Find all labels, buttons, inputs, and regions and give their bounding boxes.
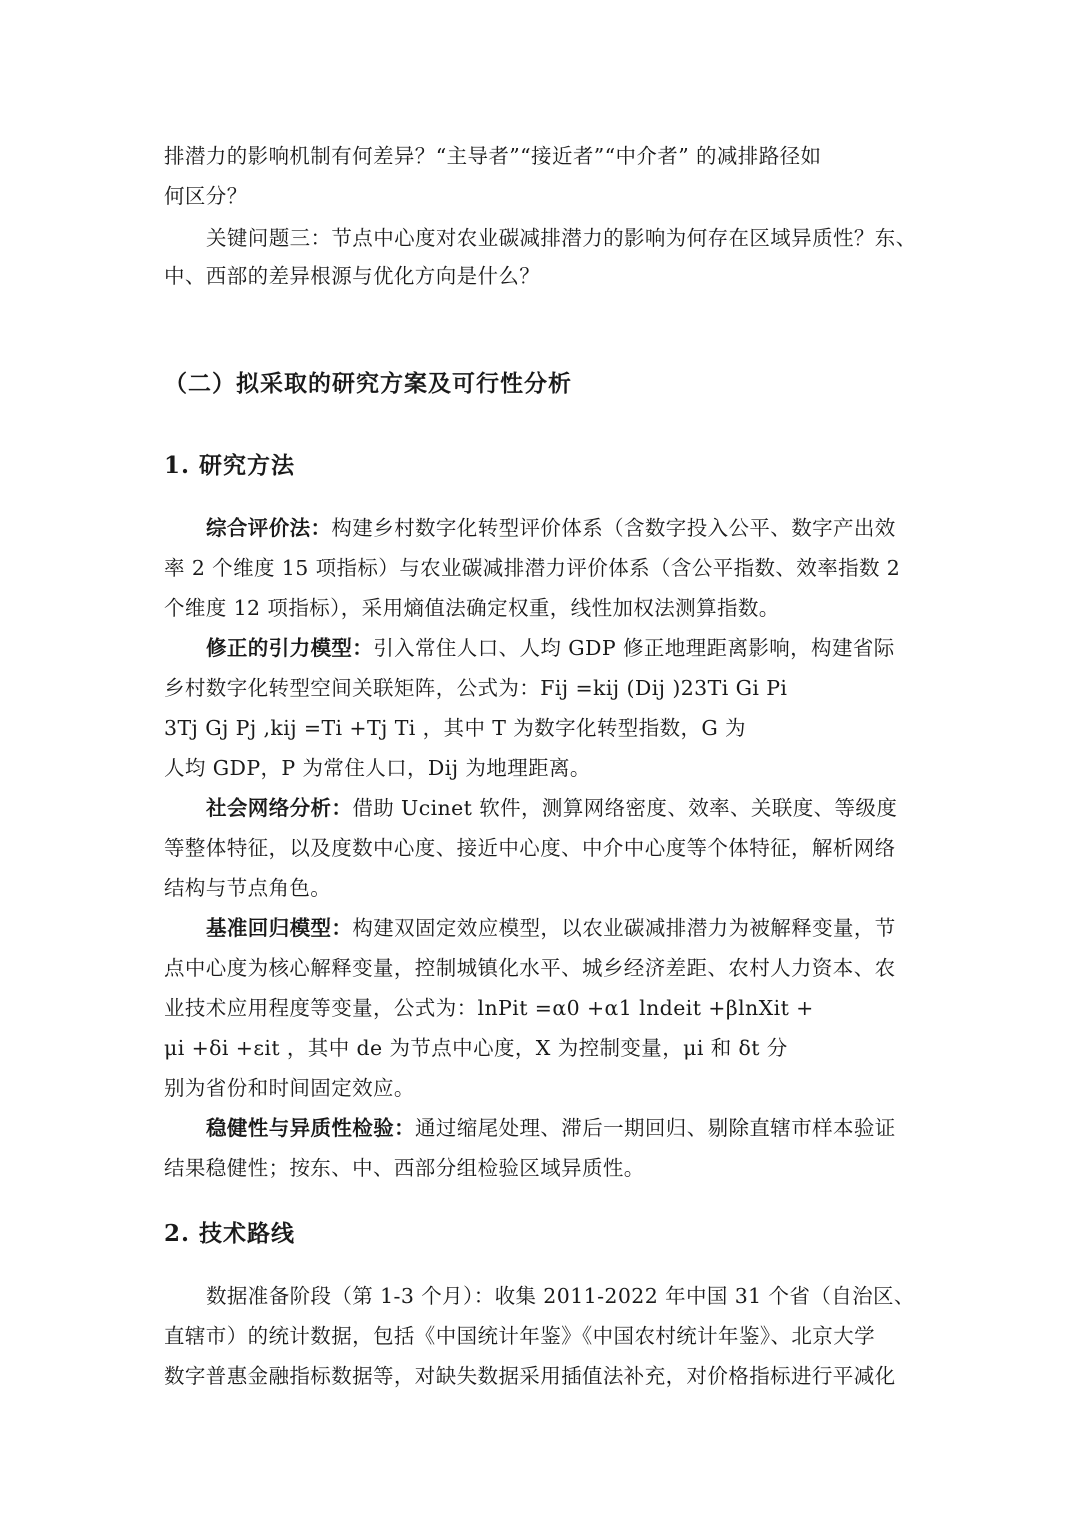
paragraph-line: 等整体特征，以及度数中心度、接近中心度、中介中心度等个体特征，解析网络 <box>164 836 896 860</box>
text-line: 排潜力的影响机制有何差异？“主导者”“接近者”“中介者” 的减排路径如 <box>164 144 822 168</box>
method-term: 社会网络分析： <box>206 796 353 820</box>
method-term: 稳健性与异质性检验： <box>206 1116 415 1140</box>
paragraph-line: 乡村数字化转型空间关联矩阵，公式为：Fij =kij (Dij )23Ti Gi Pi <box>164 676 788 700</box>
paragraph-line: 结构与节点角色。 <box>164 876 332 900</box>
method-text: 构建双固定效应模型，以农业碳减排潜力为被解释变量，节 <box>352 916 896 940</box>
method-term: 修正的引力模型： <box>206 636 374 660</box>
paragraph-line: 率 2 个维度 15 项指标）与农业碳减排潜力评价体系（含公平指数、效率指数 2 <box>164 556 901 580</box>
method-text: 构建乡村数字化转型评价体系（含数字投入公平、数字产出效 <box>331 516 896 540</box>
paragraph-line: 业技术应用程度等变量，公式为：lnPit =α0 +α1 lndeit +βlnXit + <box>164 996 814 1020</box>
method-text: 通过缩尾处理、滞后一期回归、剔除直辖市样本验证 <box>415 1116 896 1140</box>
paragraph-line <box>206 794 897 822</box>
paragraph-line: 个维度 12 项指标），采用熵值法确定权重，线性加权法测算指数。 <box>164 596 780 620</box>
text-line: 何区分？ <box>164 184 248 208</box>
paragraph-line: 结果稳健性；按东、中、西部分组检验区域异质性。 <box>164 1156 645 1180</box>
paragraph-line: μi +δi +εit ，其中 de 为节点中心度，X 为控制变量，μi 和 δt 分 <box>164 1036 788 1060</box>
paragraph-line: 别为省份和时间固定效应。 <box>164 1076 415 1100</box>
method-term: 综合评价法： <box>206 516 332 540</box>
paragraph-line: 点中心度为核心解释变量，控制城镇化水平、城乡经济差距、农村人力资本、农 <box>164 956 896 980</box>
paragraph-line: 数据准备阶段（第 1-3 个月）：收集 2011-2022 年中国 31 个省（自治区、 <box>206 1284 915 1308</box>
method-term: 基准回归模型： <box>206 916 353 940</box>
paragraph-line: 3Tj Gj Pj ,kij =Ti +Tj Ti ，其中 T 为数字化转型指数，G 为 <box>164 716 746 740</box>
text-line: 中、西部的差异根源与优化方向是什么？ <box>164 264 541 288</box>
paragraph-line: 直辖市）的统计数据，包括《中国统计年鉴》《中国农村统计年鉴》、北京大学 <box>164 1324 875 1348</box>
paragraph-line <box>206 914 896 942</box>
paragraph-line <box>206 634 895 662</box>
subsection-title-route: 2. 技术路线 <box>164 1220 296 1247</box>
method-text: 引入常住人口、人均 GDP 修正地理距离影响，构建省际 <box>373 636 895 660</box>
paragraph-line: 数字普惠金融指标数据等，对缺失数据采用插值法补充，对价格指标进行平减化 <box>164 1364 896 1388</box>
subsection-title-methods: 1. 研究方法 <box>164 452 296 479</box>
section-title: （二）拟采取的研究方案及可行性分析 <box>164 370 572 397</box>
paragraph-line <box>206 1114 896 1142</box>
paragraph-line <box>206 514 896 542</box>
text-line: 关键问题三：节点中心度对农业碳减排潜力的影响为何存在区域异质性？东、 <box>206 226 917 250</box>
method-text: 借助 Ucinet 软件，测算网络密度、效率、关联度、等级度 <box>352 796 898 820</box>
paragraph-line: 人均 GDP，P 为常住人口，Dij 为地理距离。 <box>164 756 591 780</box>
